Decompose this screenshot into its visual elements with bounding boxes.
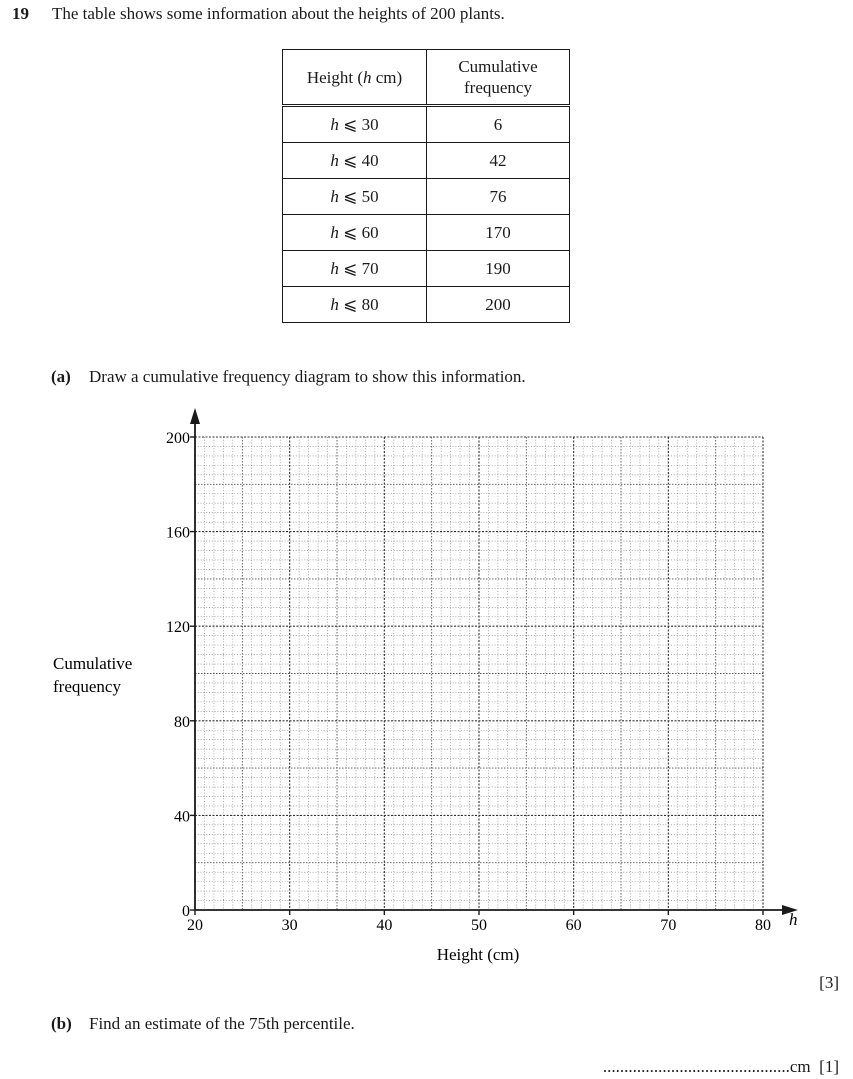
frequency-cell: 200 (427, 287, 570, 323)
x-tick-label: 80 (755, 917, 771, 934)
y-tick-label: 0 (182, 903, 190, 920)
x-tick-label: 70 (660, 917, 677, 934)
table-row (283, 251, 570, 287)
part-a-marks: [3] (819, 973, 839, 992)
y-axis-label-line1: Cumulative (53, 654, 133, 673)
height-cell: h ⩽ 70 (283, 251, 427, 287)
x-tick-label: 30 (281, 917, 298, 934)
y-axis-label-line2: frequency (53, 677, 121, 696)
frequency-cell: 170 (427, 215, 570, 251)
y-tick-label: 160 (166, 524, 190, 542)
answer-dots[interactable]: ............................................ (602, 1057, 790, 1076)
question-number: 19 (12, 4, 29, 23)
answer-unit: cm (789, 1057, 811, 1076)
frequency-cell: 190 (427, 251, 570, 287)
height-cell: h ⩽ 50 (283, 179, 427, 215)
height-cell: h ⩽ 40 (283, 143, 427, 179)
y-tick-label: 40 (174, 808, 190, 826)
axes (190, 408, 798, 915)
x-axis-label: Height (cm) (436, 945, 520, 964)
cumulative-frequency-table (282, 49, 570, 323)
frequency-cell: 42 (427, 143, 570, 179)
x-tick-label: 40 (376, 917, 393, 934)
x-tick-label: 20 (187, 917, 203, 934)
part-b-text: Find an estimate of the 75th percentile. (89, 1014, 355, 1033)
axis-ticks (190, 437, 763, 915)
part-b-label: (b) (51, 1014, 72, 1033)
height-cell: h ⩽ 30 (283, 106, 427, 143)
table-row (283, 179, 570, 215)
table-row (283, 215, 570, 251)
x-axis-variable: h (789, 910, 798, 929)
x-tick-label: 60 (565, 917, 582, 934)
frequency-cell: 76 (427, 179, 570, 215)
graph-paper[interactable] (0, 400, 853, 970)
y-axis-arrow-icon (190, 408, 200, 424)
part-a-text: Draw a cumulative frequency diagram to show this information. (89, 367, 526, 386)
y-tick-label: 200 (166, 430, 190, 447)
table-row (283, 143, 570, 179)
y-tick-labels (166, 430, 190, 920)
height-cell: h ⩽ 80 (283, 287, 427, 323)
x-tick-label: 50 (471, 917, 487, 934)
height-cell: h ⩽ 60 (283, 215, 427, 251)
y-tick-label: 120 (166, 619, 190, 637)
part-b-marks: [1] (819, 1057, 839, 1076)
table-row (283, 287, 570, 323)
part-a-label: (a) (51, 367, 71, 386)
header-height: Height (h cm) (283, 50, 427, 106)
x-tick-labels (187, 917, 771, 934)
question-text: The table shows some information about the heights of 200 plants. (52, 4, 505, 23)
frequency-cell: 6 (427, 106, 570, 143)
table-header-row (283, 50, 570, 106)
header-cumulative-frequency: Cumulative frequency (427, 50, 570, 106)
part-b-answer-line[interactable] (603, 1057, 839, 1077)
table-row (283, 106, 570, 143)
y-tick-label: 80 (174, 713, 190, 731)
